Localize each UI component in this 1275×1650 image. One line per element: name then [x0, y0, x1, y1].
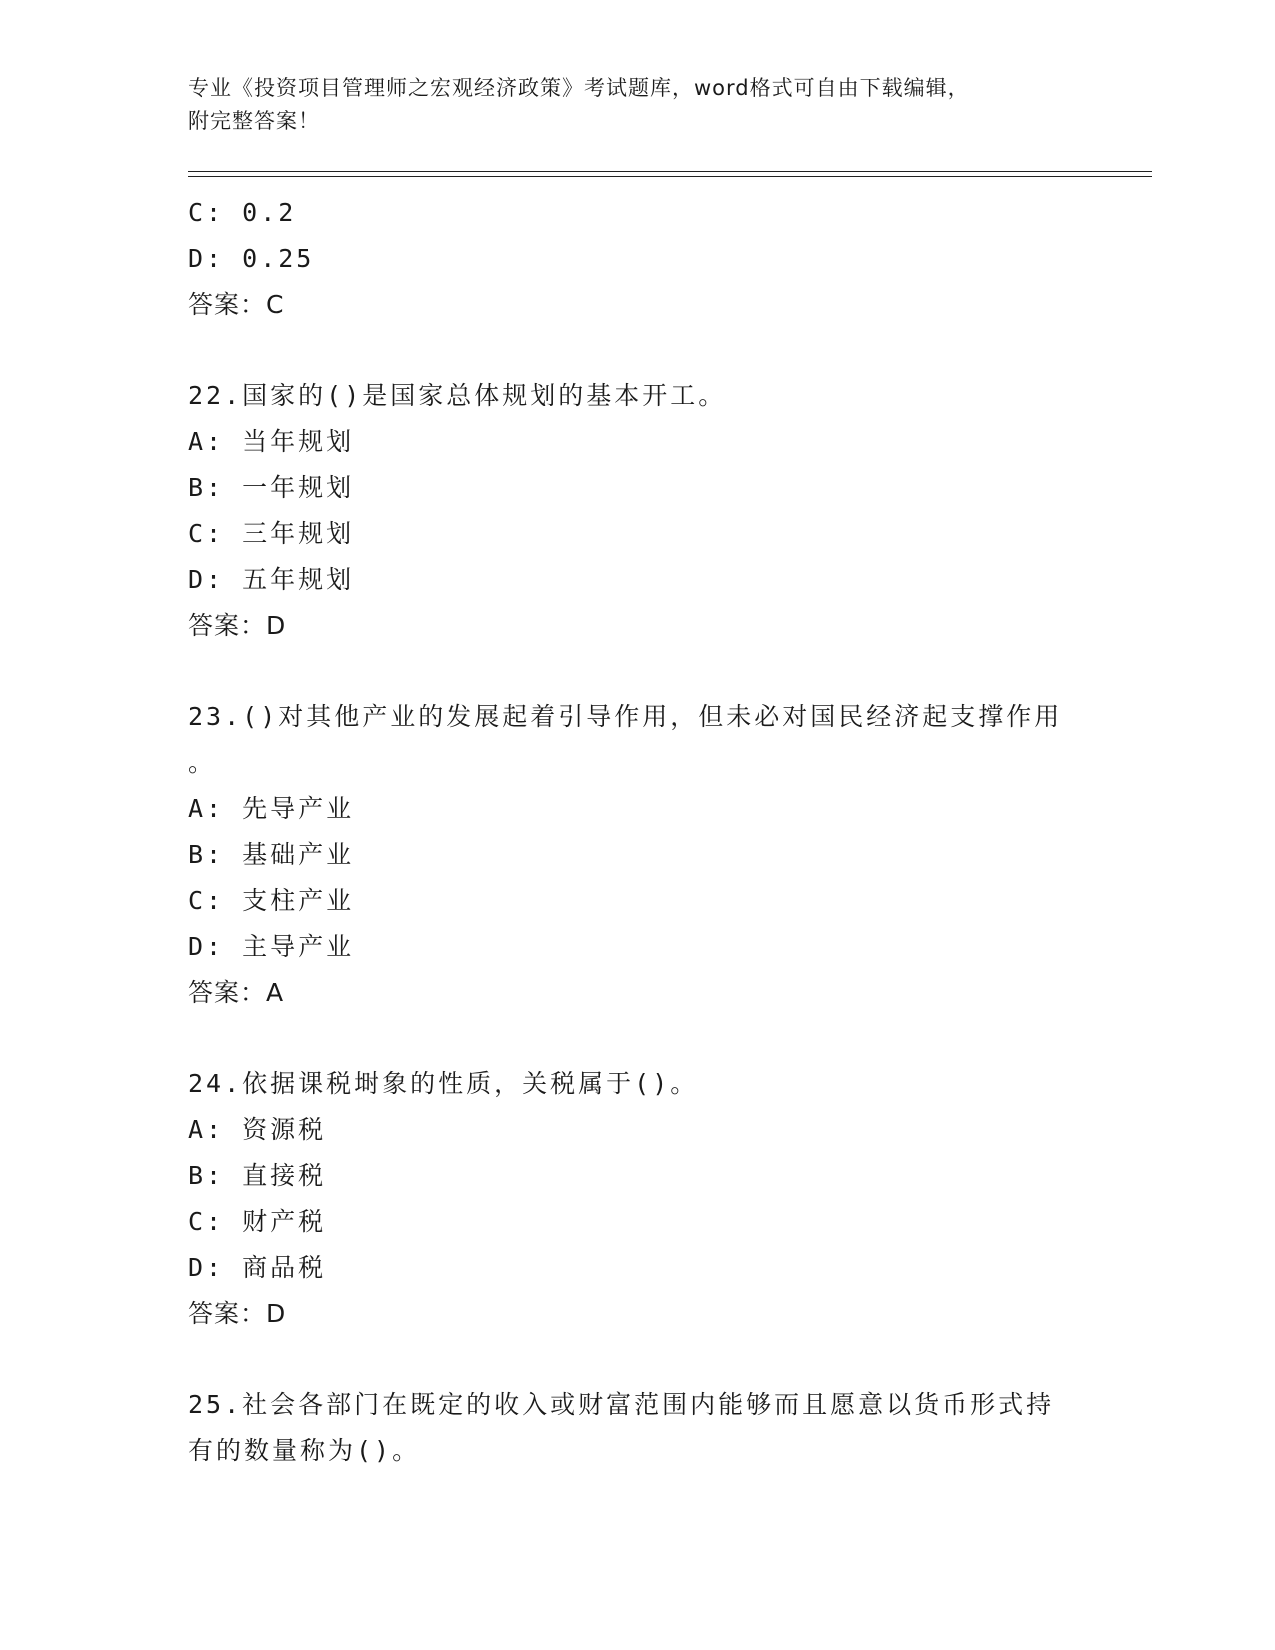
question-stem-line-2: 有的数量称为()。	[188, 1436, 421, 1465]
question-stem: 24.依据课税埘象的性质，关税属于()。	[188, 1069, 699, 1098]
header-rule-bottom	[188, 176, 1152, 177]
question-25	[188, 1382, 1088, 1474]
option-c: C: 三年规划	[188, 519, 355, 548]
option-a: A: 先导产业	[188, 794, 355, 823]
answer: 答案：D	[188, 1299, 287, 1328]
option-c: C: 0.2	[188, 198, 297, 227]
question-23	[188, 694, 1088, 1016]
header-rule-top	[188, 171, 1152, 172]
option-d: D: 主导产业	[188, 932, 355, 961]
option-b: B: 直接税	[188, 1161, 327, 1190]
question-24	[188, 1061, 1088, 1337]
question-stem-line-1: 25.社会各部门在既定的收入或财富范围内能够而且愿意以货币形式持	[188, 1390, 1055, 1419]
option-a: A: 当年规划	[188, 427, 355, 456]
answer: 答案：A	[188, 978, 285, 1007]
question-22	[188, 373, 1088, 649]
question-stem: 22.国家的()是国家总体规划的基本开工。	[188, 381, 727, 410]
option-a: A: 资源税	[188, 1115, 327, 1144]
option-d: D: 商品税	[188, 1253, 327, 1282]
option-d: D: 0.25	[188, 244, 315, 273]
question-stem-line-2: 。	[188, 748, 217, 777]
option-c: C: 财产税	[188, 1207, 327, 1236]
question-stem-line-1: 23.()对其他产业的发展起着引导作用，但未必对国民经济起支撑作用	[188, 702, 1063, 731]
question-list	[188, 190, 1088, 1474]
header-line-2: 附完整答案！	[188, 109, 320, 133]
answer: 答案：D	[188, 611, 287, 640]
option-c: C: 支柱产业	[188, 886, 355, 915]
option-b: B: 基础产业	[188, 840, 355, 869]
option-d: D: 五年规划	[188, 565, 355, 594]
previous-question-tail	[188, 190, 1088, 328]
header-line-1: 专业《投资项目管理师之宏观经济政策》考试题库，word格式可自由下载编辑，	[188, 76, 970, 100]
option-b: B: 一年规划	[188, 473, 355, 502]
answer: 答案：C	[188, 290, 285, 319]
document-header	[188, 72, 1068, 138]
